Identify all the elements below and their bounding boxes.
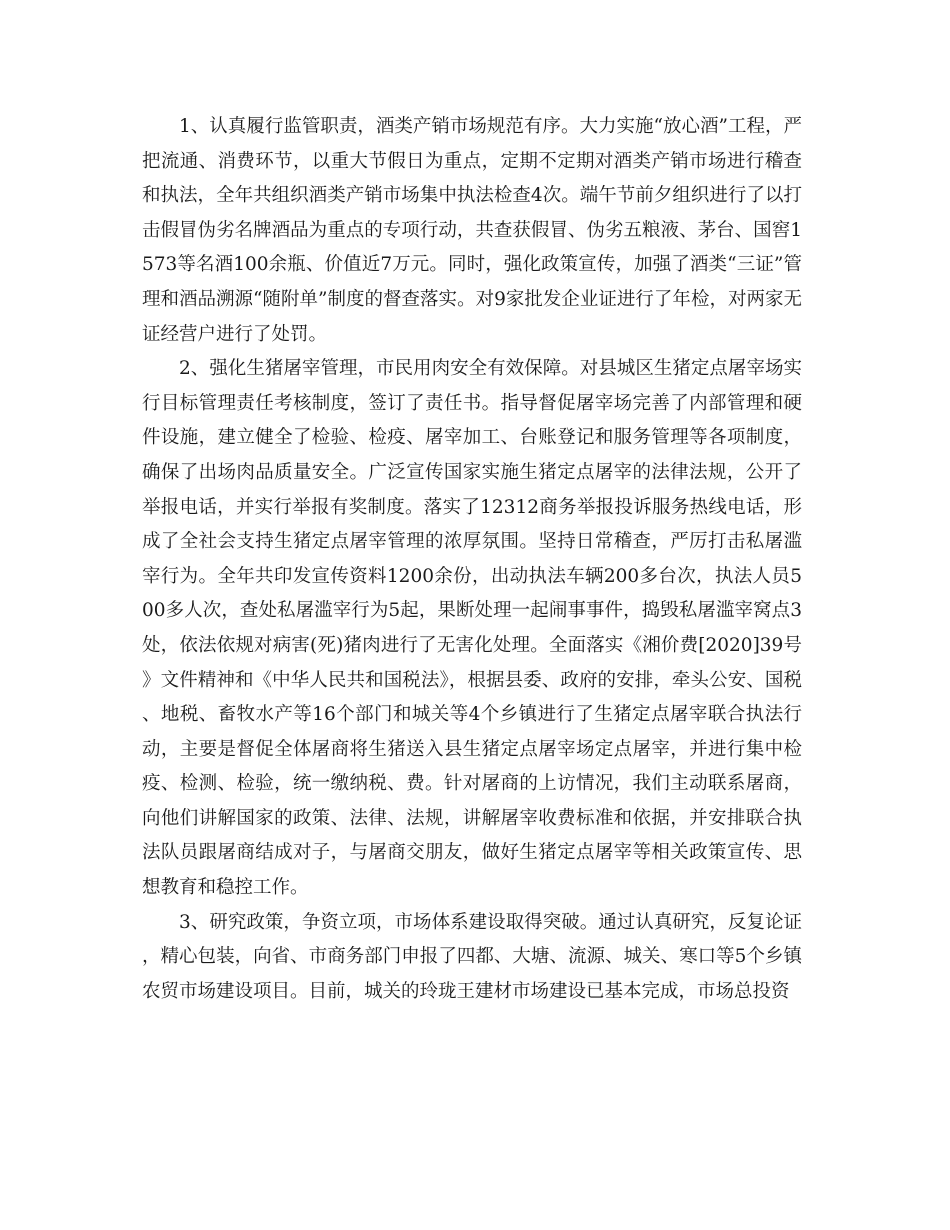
paragraph-market-system: 3、研究政策，争资立项，市场体系建设取得突破。通过认真研究，反复论证，精心包装，向省、市商务部门申报了四都、大塘、流源、城关、寒口等5个乡镇农贸市场建设项目。目前，城关的玲珑王建材市场建设已基本完成，市场总投资 xyxy=(142,911,802,1002)
paragraph-liquor-market: 1、认真履行监管职责，酒类产销市场规范有序。大力实施“放心酒”工程，严把流通、消费环节，以重大节假日为重点，定期不定期对酒类产销市场进行稽查和执法，全年共组织酒类产销市场集中执法检查4次。端午节前夕组织进行了以打击假冒伪劣名牌酒品为重点的专项行动，共查获假冒、伪劣五粮液、茅台、国窖1573等名酒100余瓶、价值近7万元。同时，强化政策宣传，加强了酒类“三证”管理和酒品溯源“随附单”制度的督查落实。对9家批发企业证进行了年检，对两家无证经营户进行了处罚。 xyxy=(142,116,802,345)
paragraph-pig-slaughter: 2、强化生猪屠宰管理，市民用肉安全有效保障。对县城区生猪定点屠宰场实行目标管理责任考核制度，签订了责任书。指导督促屠宰场完善了内部管理和硬件设施，建立健全了检验、检疫、屠宰加工、台账登记和服务管理等各项制度，确保了出场肉品质量安全。广泛宣传国家实施生猪定点屠宰的法律法规，公开了举报电话，并实行举报有奖制度。落实了12312商务举报投诉服务热线电话，形成了全社会支持生猪定点屠宰管理的浓厚氛围。坚持日常稽查，严厉打击私屠滥宰行为。全年共印发宣传资料1200余份，出动执法车辆200多台次，执法人员500多人次，查处私屠滥宰行为5起，果断处理一起闹事事件，捣毁私屠滥宰窝点3处，依法依规对病害(死)猪肉进行了无害化处理。全面落实《湘价费[2020]39号》文件精神和《中华人民共和国税法》，根据县委、政府的安排，牵头公安、国税、地税、畜牧水产等16个部门和城关等4个乡镇进行了生猪定点屠宰联合执法行动，主要是督促全体屠商将生猪送入县生猪定点屠宰场定点屠宰，并进行集中检疫、检测、检验，统一缴纳税、费。针对屠商的上访情况，我们主动联系屠商，向他们讲解国家的政策、法律、法规，讲解屠宰收费标准和依据，并安排联合执法队员跟屠商结成对子，与屠商交朋友，做好生猪定点屠宰等相关政策宣传、思想教育和稳控工作。 xyxy=(142,358,802,899)
document-page xyxy=(142,110,802,1009)
